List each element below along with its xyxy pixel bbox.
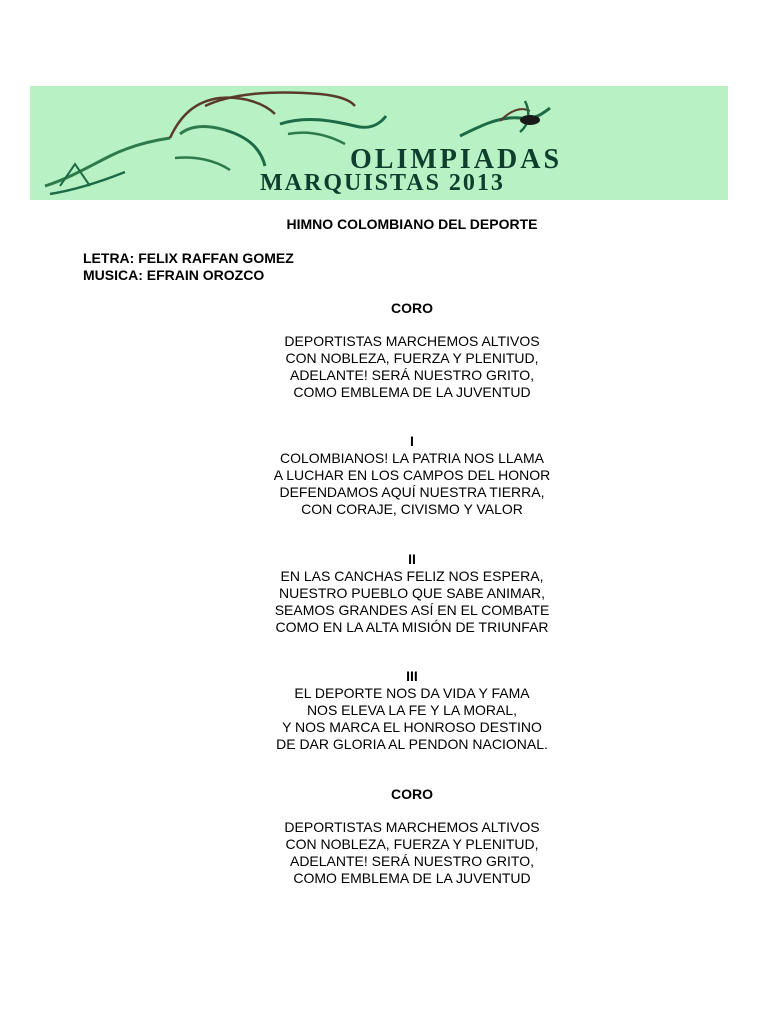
stanza-heading: III: [406, 668, 418, 684]
stanza-line: DE DAR GLORIA AL PENDON NACIONAL.: [276, 736, 548, 752]
stanza-heading: II: [408, 551, 416, 567]
stanza-heading: CORO: [391, 786, 433, 802]
stanza-line: ADELANTE! SERÁ NUESTRO GRITO,: [289, 367, 534, 383]
stanza-heading: I: [410, 433, 414, 449]
stanza-heading: CORO: [391, 300, 433, 316]
chorus-stanza: [0, 300, 768, 401]
stanza-line: DEFENDAMOS AQUÍ NUESTRA TIERRA,: [279, 484, 545, 500]
verse-one-stanza: [0, 433, 768, 518]
document-title: HIMNO COLOMBIANO DEL DEPORTE: [286, 216, 538, 232]
stanza-line: NOS ELEVA LA FE Y LA MORAL,: [306, 702, 518, 718]
stanza-line: DEPORTISTAS MARCHEMOS ALTIVOS: [284, 333, 540, 349]
stanza-line: COMO EMBLEMA DE LA JUVENTUD: [293, 870, 531, 886]
banner-title-line2: MARQUISTAS 2013: [260, 170, 505, 196]
stanza-line: Y NOS MARCA EL HONROSO DESTINO: [282, 719, 542, 735]
stanza-line: COMO EMBLEMA DE LA JUVENTUD: [293, 384, 531, 400]
stanza-line: DEPORTISTAS MARCHEMOS ALTIVOS: [284, 819, 540, 835]
stanza-line: ADELANTE! SERÁ NUESTRO GRITO,: [289, 853, 534, 869]
chorus-repeat-stanza: [0, 786, 768, 887]
stanza-line: CON NOBLEZA, FUERZA Y PLENITUD,: [285, 836, 539, 852]
music-credit: MUSICA: EFRAIN OROZCO: [83, 267, 265, 283]
stanza-line: CON CORAJE, CIVISMO Y VALOR: [301, 501, 523, 517]
lyrics-credit: LETRA: FELIX RAFFAN GOMEZ: [83, 250, 294, 266]
banner-title-line1: OLIMPIADAS: [350, 144, 563, 175]
stanza-line: COLOMBIANOS! LA PATRIA NOS LLAMA: [279, 450, 544, 466]
stanza-line: SEAMOS GRANDES ASÍ EN EL COMBATE: [274, 602, 550, 618]
verse-three-stanza: [0, 668, 768, 753]
verse-two-stanza: [0, 551, 768, 636]
stanza-line: NUESTRO PUEBLO QUE SABE ANIMAR,: [278, 585, 546, 601]
stanza-line: CON NOBLEZA, FUERZA Y PLENITUD,: [285, 350, 539, 366]
banner-title: [30, 86, 728, 200]
stanza-line: COMO EN LA ALTA MISIÓN DE TRIUNFAR: [275, 619, 549, 635]
stanza-line: A LUCHAR EN LOS CAMPOS DEL HONOR: [273, 467, 551, 483]
event-banner: [30, 86, 728, 200]
stanza-line: EN LAS CANCHAS FELIZ NOS ESPERA,: [280, 568, 544, 584]
stanza-line: EL DEPORTE NOS DA VIDA Y FAMA: [294, 685, 530, 701]
